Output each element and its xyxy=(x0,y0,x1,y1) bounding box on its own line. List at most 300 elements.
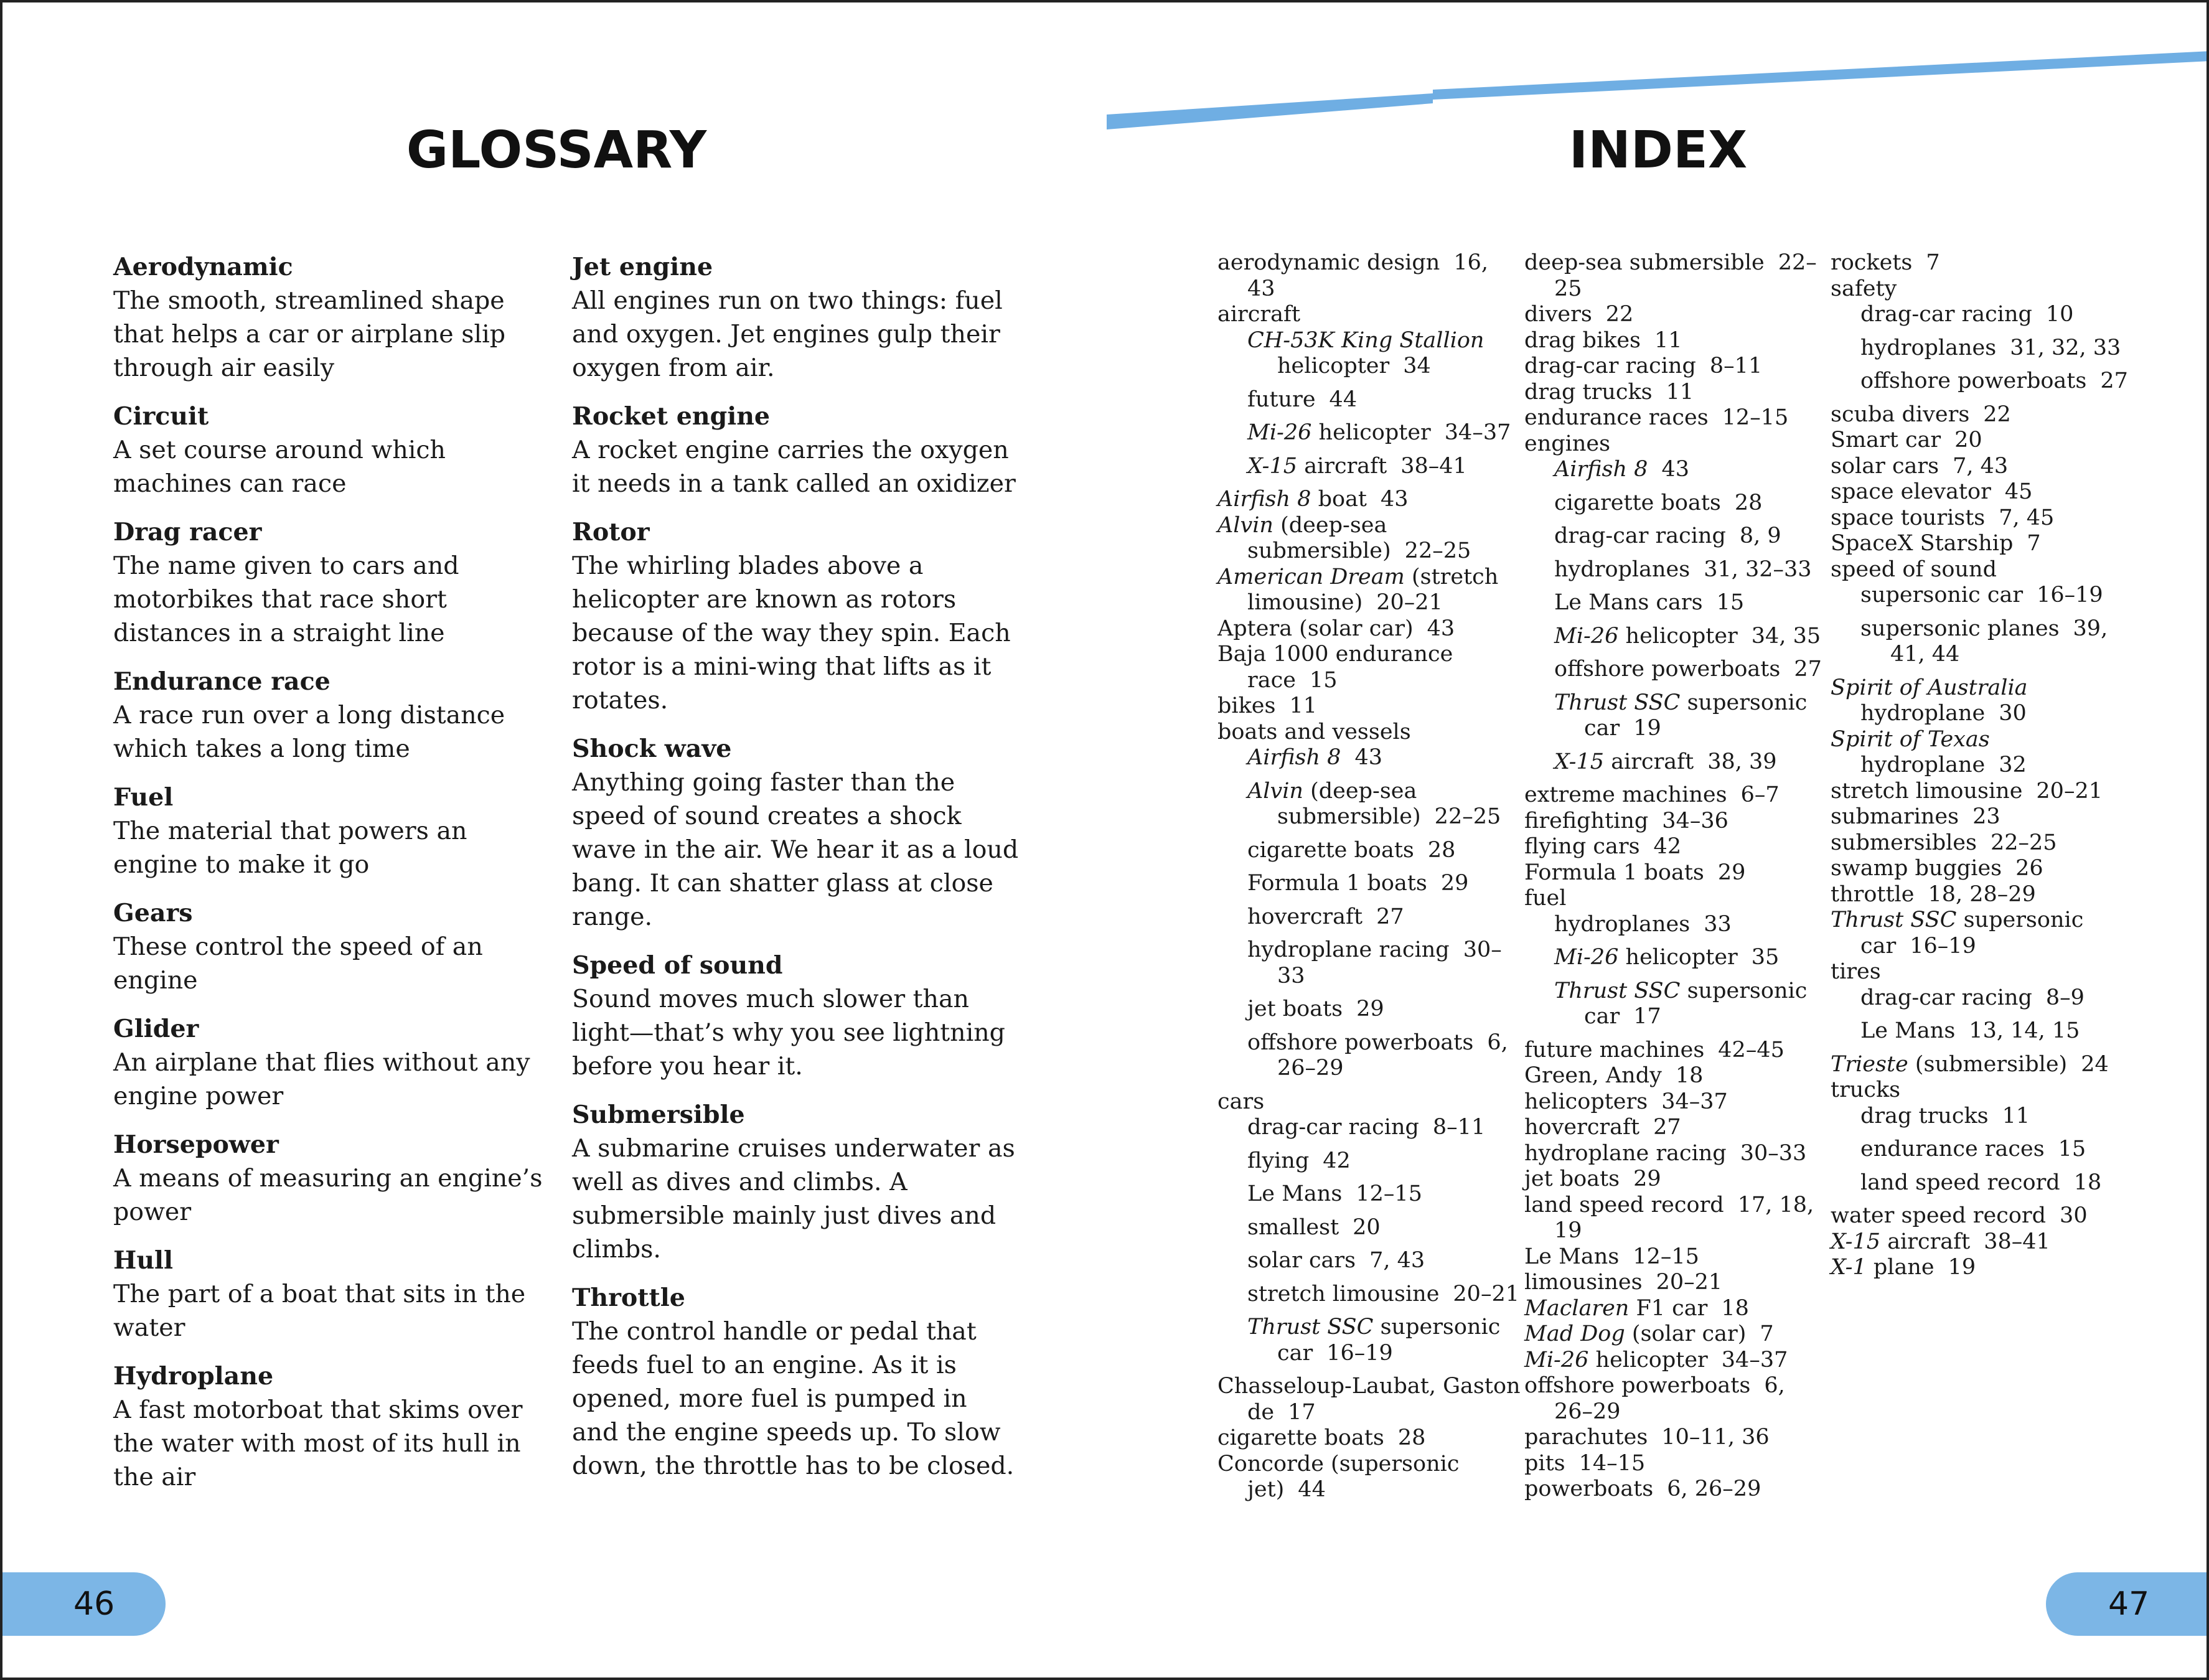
glossary-term: Submersible xyxy=(572,1100,745,1129)
index-entry xyxy=(1831,830,2142,856)
index-entry xyxy=(1217,1452,1522,1503)
index-term: helicopter xyxy=(1625,623,1738,649)
index-subentry xyxy=(1247,745,1522,771)
index-entry xyxy=(1524,1166,1829,1193)
index-pages: 43 xyxy=(1354,745,1382,770)
index-term: speed of sound xyxy=(1831,556,1997,582)
index-term: cigarette boats xyxy=(1217,1425,1384,1450)
index-term: Green, Andy xyxy=(1524,1063,1662,1088)
index-pages: 6–7 xyxy=(1740,782,1780,807)
index-entry xyxy=(1831,505,2142,532)
index-term: Chasseloup-Laubat, Gaston de xyxy=(1217,1374,1521,1425)
glossary-definition: A submarine cruises underwater as well as dives and climbs. A submersible mainly just dives and climbs. xyxy=(572,1134,1015,1264)
index-term: limousines xyxy=(1524,1270,1643,1295)
index-subentry xyxy=(1860,1137,2142,1163)
index-term: (solar car) xyxy=(1631,1321,1747,1346)
index-subentry xyxy=(1247,1282,1522,1308)
index-entry xyxy=(1831,882,2142,908)
index-term: Formula 1 boats xyxy=(1247,871,1427,896)
glossary-entry xyxy=(572,515,1020,717)
index-pages: 22–25 xyxy=(1434,804,1501,829)
index-entry xyxy=(1524,405,1829,431)
index-pages: 16–19 xyxy=(1910,933,1976,959)
glossary-entry xyxy=(113,781,549,881)
index-pages: 30 xyxy=(1999,701,2027,726)
index-pages: 43 xyxy=(1381,487,1409,512)
index-entry xyxy=(1524,1321,1829,1348)
index-entry xyxy=(1524,1425,1829,1451)
index-term: supersonic car xyxy=(1860,908,2084,959)
index-entry xyxy=(1524,1451,1829,1477)
page-number-left xyxy=(2,1572,166,1636)
index-pages: 15 xyxy=(2058,1137,2086,1161)
index-term: Baja 1000 endurance race xyxy=(1217,642,1453,693)
index-italic-term: Thrust SSC xyxy=(1247,1315,1374,1340)
index-term: SpaceX Starship xyxy=(1831,531,2014,556)
index-subentry xyxy=(1554,523,1829,550)
index-term: endurance races xyxy=(1524,405,1709,430)
index-term: offshore powerboats xyxy=(1524,1373,1751,1398)
index-term: jet boats xyxy=(1247,997,1343,1021)
index-pages: 11 xyxy=(1289,693,1318,718)
index-pages: 27 xyxy=(1653,1115,1681,1140)
index-subentry xyxy=(1860,616,2142,668)
glossary-entry xyxy=(113,1359,549,1494)
index-entry xyxy=(1217,642,1522,693)
index-pages: 14–15 xyxy=(1578,1450,1646,1476)
index-subentry xyxy=(1554,557,1829,583)
index-pages: 29 xyxy=(1717,860,1746,885)
index-italic-term: Airfish 8 xyxy=(1247,745,1341,770)
index-italic-term: Airfish 8 xyxy=(1554,457,1648,482)
index-term: drag trucks xyxy=(1524,379,1653,405)
index-subentry xyxy=(1247,937,1522,989)
index-term: drag-car racing xyxy=(1860,302,2032,327)
index-pages: 34–37 xyxy=(1444,420,1511,445)
index-subentry xyxy=(1247,387,1522,413)
index-italic-term: Spirit of Australia xyxy=(1831,675,2028,700)
index-term: fuel xyxy=(1524,886,1567,911)
index-term: hydroplane racing xyxy=(1247,937,1450,962)
index-term: firefighting xyxy=(1524,808,1649,833)
index-term: helicopters xyxy=(1524,1089,1648,1114)
index-entry xyxy=(1524,1476,1829,1503)
index-term: aircraft xyxy=(1887,1229,1971,1254)
index-entry xyxy=(1831,1255,2142,1281)
index-subentry xyxy=(1247,779,1522,830)
index-subentry xyxy=(1554,624,1829,650)
index-term: hovercraft xyxy=(1247,904,1363,929)
index-entry xyxy=(1831,276,2142,303)
index-entry xyxy=(1831,531,2142,557)
index-term: space elevator xyxy=(1831,479,1991,504)
index-term: space tourists xyxy=(1831,505,1986,530)
index-term: Le Mans xyxy=(1247,1181,1343,1206)
index-italic-term: X-15 xyxy=(1831,1229,1881,1254)
index-pages: 43 xyxy=(1661,457,1689,482)
glossary-entry xyxy=(113,515,549,650)
index-pages: 32 xyxy=(1999,753,2027,777)
index-term: hydroplanes xyxy=(1860,335,1997,360)
index-pages: 39, 41, 44 xyxy=(1890,616,2108,667)
index-term: helicopter xyxy=(1595,1347,1708,1373)
index-pages: 12–15 xyxy=(1722,405,1789,430)
index-term: engines xyxy=(1524,431,1611,456)
glossary-term: Glider xyxy=(113,1015,199,1043)
index-entry xyxy=(1831,779,2142,805)
index-subentry xyxy=(1554,590,1829,616)
index-column-2 xyxy=(1524,250,1829,1503)
index-pages: 7 xyxy=(1926,250,1940,275)
index-pages: 34–36 xyxy=(1662,808,1728,833)
index-italic-term: Mi-26 xyxy=(1554,623,1619,649)
index-italic-term: Maclaren xyxy=(1524,1295,1630,1321)
glossary-entry xyxy=(113,1128,549,1229)
index-subentry xyxy=(1860,583,2142,609)
index-pages: 7 xyxy=(1760,1321,1774,1346)
index-term: drag-car racing xyxy=(1524,354,1696,378)
index-term: Le Mans xyxy=(1860,1018,1956,1043)
glossary-title: GLOSSARY xyxy=(406,121,707,180)
index-entry xyxy=(1217,513,1522,565)
index-term: solar cars xyxy=(1247,1248,1356,1273)
index-term: Le Mans cars xyxy=(1554,590,1703,615)
index-entry xyxy=(1524,250,1829,302)
index-term: Aptera (solar car) xyxy=(1217,616,1414,641)
index-entry xyxy=(1831,856,2142,882)
index-italic-term: X-1 xyxy=(1831,1255,1867,1280)
index-entry xyxy=(1217,1089,1522,1115)
index-term: helicopter xyxy=(1318,420,1431,445)
index-pages: 44 xyxy=(1329,387,1358,412)
glossary-entry xyxy=(572,400,1020,500)
index-term: aircraft xyxy=(1611,749,1694,774)
index-entry xyxy=(1831,1229,2142,1255)
index-pages: 42 xyxy=(1653,834,1682,859)
index-pages: 28 xyxy=(1427,837,1456,863)
glossary-definition: The control handle or pedal that feeds fuel to an engine. As it is opened, more fuel is pumped in and the engine speeds up. To slow down, the throttle has to be closed. xyxy=(572,1317,1015,1480)
index-entry xyxy=(1217,616,1522,642)
index-pages: 45 xyxy=(2004,479,2033,504)
index-term: swamp buggies xyxy=(1831,856,2002,881)
index-term: future machines xyxy=(1524,1037,1705,1063)
index-pages: 20–21 xyxy=(1376,590,1443,615)
index-term: Smart car xyxy=(1831,428,1941,453)
index-entry xyxy=(1217,302,1522,328)
index-subentry xyxy=(1247,1248,1522,1274)
glossary-term: Rocket engine xyxy=(572,402,771,431)
index-term: hydroplanes xyxy=(1554,556,1691,582)
index-pages: 20 xyxy=(1954,428,1982,453)
index-pages: 30 xyxy=(2060,1203,2088,1228)
index-entry xyxy=(1831,908,2142,959)
index-italic-term: Mi-26 xyxy=(1554,945,1619,970)
index-subentry xyxy=(1860,1104,2142,1130)
glossary-term: Drag racer xyxy=(113,518,262,547)
index-term: rockets xyxy=(1831,250,1913,275)
index-entry xyxy=(1831,557,2142,583)
index-subentry xyxy=(1247,871,1522,897)
glossary-column-2 xyxy=(572,250,1020,1498)
index-subentry xyxy=(1247,1030,1522,1082)
index-pages: 30–33 xyxy=(1740,1140,1807,1166)
index-entry xyxy=(1217,1425,1522,1452)
index-subentry xyxy=(1247,328,1522,380)
index-pages: 27 xyxy=(2100,368,2128,393)
glossary-definition: The part of a boat that sits in the water xyxy=(113,1280,526,1342)
index-entry xyxy=(1524,380,1829,406)
index-entry xyxy=(1524,328,1829,354)
glossary-definition: The name given to cars and motorbikes that race short distances in a straight line xyxy=(113,551,459,647)
index-column-3 xyxy=(1831,250,2142,1281)
index-term: (stretch limousine) xyxy=(1247,564,1499,615)
index-term: flying cars xyxy=(1524,834,1640,859)
index-italic-term: X-15 xyxy=(1247,453,1298,479)
index-pages: 34–37 xyxy=(1661,1089,1728,1114)
index-entry xyxy=(1524,1270,1829,1296)
accent-stripe xyxy=(2,2,2209,139)
index-pages: 8–9 xyxy=(2045,985,2085,1010)
glossary-term: Endurance race xyxy=(113,667,331,696)
index-term: hydroplanes xyxy=(1554,911,1691,937)
index-term: tires xyxy=(1831,959,1881,984)
index-pages: 17 xyxy=(1633,1004,1661,1029)
index-term: Concorde (supersonic jet) xyxy=(1217,1451,1460,1502)
index-term: aircraft xyxy=(1304,453,1387,479)
index-pages: 15 xyxy=(1716,590,1745,615)
glossary-term: Hydroplane xyxy=(113,1362,274,1391)
index-pages: 10–11, 36 xyxy=(1661,1425,1770,1450)
index-pages: 43 xyxy=(1427,616,1455,641)
index-pages: 22–25 xyxy=(1554,250,1817,301)
index-term: drag bikes xyxy=(1524,327,1641,353)
index-term: offshore powerboats xyxy=(1554,657,1781,682)
index-term: future xyxy=(1247,387,1316,412)
index-pages: 11 xyxy=(1654,327,1682,353)
index-entry xyxy=(1217,487,1522,513)
index-pages: 28 xyxy=(1734,490,1763,515)
index-term: pits xyxy=(1524,1450,1565,1476)
glossary-entry xyxy=(572,949,1020,1083)
index-subentry xyxy=(1554,457,1829,483)
index-pages: 42 xyxy=(1323,1148,1351,1173)
index-pages: 7 xyxy=(2027,531,2041,556)
index-pages: 20 xyxy=(1353,1214,1381,1240)
index-pages: 12–15 xyxy=(1356,1181,1422,1206)
index-entry xyxy=(1524,1193,1829,1244)
index-term: hydroplane xyxy=(1860,701,1986,726)
glossary-entry xyxy=(572,250,1020,385)
index-subentry xyxy=(1247,1315,1522,1366)
index-term: extreme machines xyxy=(1524,782,1727,807)
index-subentry xyxy=(1860,1018,2142,1044)
index-pages: 35 xyxy=(1751,945,1780,970)
index-entry xyxy=(1831,402,2142,428)
index-term: safety xyxy=(1831,276,1897,301)
index-pages: 18 xyxy=(1675,1063,1704,1088)
index-term: plane xyxy=(1873,1255,1935,1280)
index-pages: 22 xyxy=(1605,302,1634,327)
glossary-definition: A race run over a long distance which takes a long time xyxy=(113,701,505,763)
index-column-1 xyxy=(1217,250,1522,1503)
glossary-term: Throttle xyxy=(572,1283,685,1312)
index-entry xyxy=(1524,1296,1829,1322)
index-pages: 38–41 xyxy=(1400,453,1467,479)
index-pages: 20–21 xyxy=(2036,778,2103,804)
index-pages: 13, 14, 15 xyxy=(1969,1018,2080,1043)
glossary-term: Shock wave xyxy=(572,734,732,763)
index-term: jet boats xyxy=(1524,1166,1620,1191)
index-subentry xyxy=(1554,690,1829,742)
index-term: hydroplane racing xyxy=(1524,1140,1727,1166)
index-pages: 8, 9 xyxy=(1739,523,1781,548)
index-term: stretch limousine xyxy=(1831,778,2023,804)
index-term: boats and vessels xyxy=(1217,719,1411,744)
index-pages: 7, 43 xyxy=(1953,453,2009,479)
index-pages: 20–21 xyxy=(1453,1281,1519,1307)
index-pages: 19 xyxy=(1948,1255,1976,1280)
glossary-definition: The whirling blades above a helicopter are known as rotors because of the way they spin. Each rotor is a mini-wing that lifts as it rotates. xyxy=(572,551,1011,715)
index-entry xyxy=(1217,693,1522,720)
index-entry xyxy=(1524,1373,1829,1425)
page-number-right xyxy=(2046,1572,2209,1636)
index-subentry xyxy=(1247,838,1522,864)
index-pages: 24 xyxy=(2081,1051,2109,1077)
glossary-term: Hull xyxy=(113,1246,174,1275)
index-pages: 26 xyxy=(2015,856,2043,881)
index-subentry xyxy=(1247,904,1522,931)
index-term: hovercraft xyxy=(1524,1115,1640,1140)
index-pages: 29 xyxy=(1633,1166,1661,1191)
index-italic-term: Mi-26 xyxy=(1524,1347,1589,1373)
index-italic-term: Thrust SSC xyxy=(1831,908,1957,932)
index-italic-term: Thrust SSC xyxy=(1554,690,1681,715)
index-term: supersonic car xyxy=(1584,978,1808,1029)
index-subentry xyxy=(1860,1170,2142,1196)
glossary-entry xyxy=(113,896,549,997)
index-pages: 16–19 xyxy=(2037,583,2103,608)
index-pages: 30–33 xyxy=(1277,937,1502,988)
index-entry xyxy=(1217,1374,1522,1425)
index-term: water speed record xyxy=(1831,1203,2047,1228)
index-term: parachutes xyxy=(1524,1425,1648,1450)
index-subentry xyxy=(1247,1148,1522,1175)
index-term: cars xyxy=(1217,1089,1265,1114)
index-term: cigarette boats xyxy=(1554,490,1721,515)
index-term: (deep-sea submersible) xyxy=(1247,512,1391,563)
glossary-term: Aerodynamic xyxy=(113,253,293,281)
index-entry xyxy=(1831,1203,2142,1229)
index-pages: 34–37 xyxy=(1721,1347,1788,1373)
index-title: INDEX xyxy=(1569,121,1748,180)
index-pages: 11 xyxy=(2002,1103,2030,1129)
index-entry xyxy=(1831,804,2142,830)
index-term: helicopter xyxy=(1625,945,1738,970)
index-term: aircraft xyxy=(1217,302,1301,327)
index-term: supersonic car xyxy=(1584,690,1808,741)
index-term: boat xyxy=(1318,487,1367,512)
index-entry xyxy=(1524,809,1829,835)
glossary-definition: Sound moves much slower than light—that’s why you see lightning before you hear it. xyxy=(572,985,1005,1081)
index-pages: 18, 28–29 xyxy=(1928,881,2036,907)
index-pages: 17, 18, 19 xyxy=(1554,1192,1814,1243)
index-subentry xyxy=(1554,945,1829,971)
index-pages: 42–45 xyxy=(1718,1037,1785,1063)
glossary-entry xyxy=(113,1012,549,1113)
index-term: scuba divers xyxy=(1831,401,1970,427)
index-subentry xyxy=(1860,302,2142,328)
index-pages: 22 xyxy=(1983,401,2011,427)
index-term: smallest xyxy=(1247,1214,1339,1240)
index-pages: 8–11 xyxy=(1432,1115,1486,1140)
index-pages: 6, 26–29 xyxy=(1277,1030,1508,1081)
glossary-entry xyxy=(113,665,549,766)
index-term: offshore powerboats xyxy=(1860,368,2087,393)
glossary-term: Fuel xyxy=(113,783,174,812)
index-pages: 44 xyxy=(1298,1477,1326,1502)
index-pages: 31, 32–33 xyxy=(1704,556,1812,582)
index-entry xyxy=(1524,886,1829,912)
index-entry xyxy=(1524,1244,1829,1270)
index-term: stretch limousine xyxy=(1247,1281,1440,1307)
glossary-entry xyxy=(113,250,549,385)
index-term: divers xyxy=(1524,302,1592,327)
index-pages: 23 xyxy=(1972,804,2000,829)
index-pages: 16, 43 xyxy=(1247,250,1488,301)
index-italic-term: CH-53K King Stallion xyxy=(1247,327,1484,353)
index-pages: 18 xyxy=(1721,1295,1749,1321)
glossary-term: Jet engine xyxy=(572,253,713,281)
index-entry xyxy=(1831,428,2142,454)
index-entry xyxy=(1524,1115,1829,1141)
index-pages: 6, 26–29 xyxy=(1667,1476,1761,1501)
glossary-definition: An airplane that flies without any engine power xyxy=(113,1048,530,1110)
index-entry xyxy=(1831,1052,2142,1078)
index-entry xyxy=(1524,431,1829,458)
index-pages: 19 xyxy=(1633,716,1661,741)
index-pages: 31, 32, 33 xyxy=(2010,335,2121,360)
index-entry xyxy=(1524,860,1829,886)
index-pages: 38, 39 xyxy=(1707,749,1777,774)
index-pages: 8–11 xyxy=(1709,354,1763,378)
index-subentry xyxy=(1554,657,1829,683)
index-term: (submersible) xyxy=(1915,1051,2068,1077)
index-italic-term: Mad Dog xyxy=(1524,1321,1625,1346)
glossary-definition: All engines run on two things: fuel and oxygen. Jet engines gulp their oxygen from air. xyxy=(572,286,1003,382)
index-italic-term: Thrust SSC xyxy=(1554,978,1681,1003)
index-pages: 11 xyxy=(1666,379,1694,405)
index-pages: 33 xyxy=(1704,911,1732,937)
index-entry xyxy=(1524,1141,1829,1167)
index-entry xyxy=(1831,727,2142,779)
index-italic-term: Alvin xyxy=(1217,512,1273,538)
index-term: helicopter xyxy=(1277,354,1390,378)
index-pages: 34, 35 xyxy=(1751,623,1821,649)
index-subentry xyxy=(1247,420,1522,446)
glossary-definition: A set course around which machines can race xyxy=(113,436,446,498)
index-entry xyxy=(1524,834,1829,860)
glossary-term: Horsepower xyxy=(113,1130,279,1159)
index-entry xyxy=(1831,479,2142,505)
index-term: land speed record xyxy=(1524,1192,1724,1218)
index-entry xyxy=(1524,302,1829,328)
index-term: (deep-sea submersible) xyxy=(1277,778,1421,829)
index-term: offshore powerboats xyxy=(1247,1030,1474,1055)
index-italic-term: Trieste xyxy=(1831,1051,1908,1077)
glossary-column-1 xyxy=(113,250,549,1509)
index-entry xyxy=(1524,1089,1829,1115)
index-term: deep-sea submersible xyxy=(1524,250,1765,275)
